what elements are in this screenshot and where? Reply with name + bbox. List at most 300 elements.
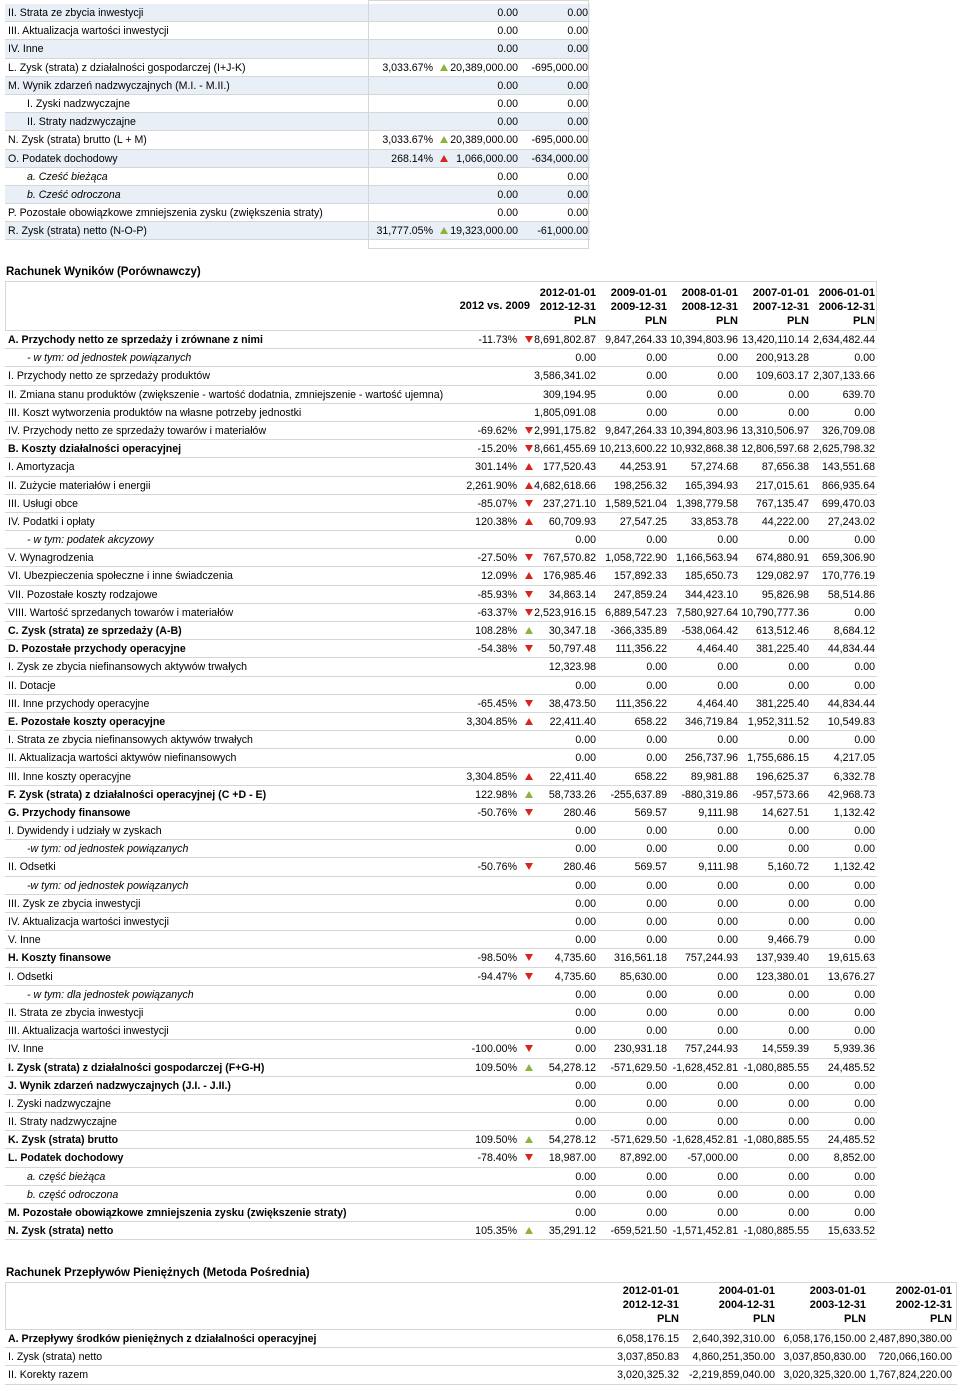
value-5: 659,306.90: [821, 552, 875, 565]
period-a: 2004-01-01: [718, 1285, 775, 1297]
table-row: [5, 440, 877, 458]
up-arrow-icon: [525, 463, 533, 470]
value-2: 0.00: [646, 406, 667, 419]
value-2: 658.22: [634, 715, 667, 728]
table-row: [5, 877, 877, 895]
down-arrow-icon: [525, 700, 533, 707]
value-3: -1,628,452.81: [672, 1134, 738, 1147]
value-4: 0.00: [788, 406, 809, 419]
row-label: M. Pozostałe obowiązkowe zmniejszenia zysku (zwiększenie straty): [8, 1207, 347, 1219]
table-row: [5, 768, 877, 786]
value-3: 0.00: [717, 970, 738, 983]
row-label: D. Pozostałe przychody operacyjne: [8, 643, 186, 656]
value-2: -571,629.50: [610, 1134, 667, 1147]
value-4: 0.00: [788, 1006, 809, 1019]
row-label: III. Inne koszty operacyjne: [8, 770, 132, 783]
value-2: 0.00: [646, 1116, 667, 1129]
row-label: I. Odsetki: [8, 970, 53, 983]
rw-table: [5, 331, 877, 1240]
period-b: 2002-12-31: [895, 1299, 952, 1311]
value-3: 0.00: [717, 661, 738, 674]
table-row: [5, 713, 877, 731]
value-5: 2,307,133.66: [813, 370, 875, 383]
value-2: 569.57: [634, 861, 667, 874]
table-row: [5, 1113, 877, 1131]
table-row: [5, 1222, 877, 1240]
value-3: 57,274.68: [690, 461, 738, 474]
value-3: 0.00: [717, 534, 738, 547]
value-3: 0.00: [717, 843, 738, 856]
value-2: 658.22: [634, 770, 667, 783]
value-4: 0.00: [788, 825, 809, 838]
rw-title: Rachunek Wyników (Porównawczy): [6, 266, 201, 278]
row-label: N. Zysk (strata) netto: [8, 1225, 114, 1238]
value-2: 0.00: [567, 97, 588, 110]
row-label: III. Aktualizacja wartości inwestycji: [8, 1025, 169, 1038]
up-arrow-icon: [525, 1227, 533, 1234]
value-5: 6,332.78: [833, 770, 875, 783]
value-3: -538,064.42: [681, 625, 738, 637]
value-2: 0.00: [567, 79, 588, 92]
value-4: -957,573.66: [752, 788, 809, 801]
value-1: 0.00: [575, 679, 596, 692]
value-1: 3,020,325.32: [617, 1369, 679, 1382]
table-row: [5, 422, 877, 440]
value-5: 0.00: [854, 825, 875, 838]
value-2: 0.00: [567, 7, 588, 19]
table-row: [5, 1059, 877, 1077]
period-b: 2012-12-31: [622, 1299, 679, 1311]
table-row: [5, 367, 877, 385]
value-1: 20,389,000.00: [450, 61, 518, 74]
value-3: 0.00: [717, 988, 738, 1001]
value-3: 0.00: [717, 352, 738, 365]
value-4: 12,806,597.68: [741, 443, 809, 456]
table-row: [5, 1077, 877, 1095]
table-row: [5, 1149, 877, 1167]
value-3: 0.00: [717, 1207, 738, 1219]
value-3: 10,394,803.96: [670, 334, 738, 346]
table-row: [5, 986, 877, 1004]
value-2: -61,000.00: [537, 225, 588, 238]
value-3: 9,111.98: [698, 806, 738, 819]
row-label: I. Zysk (strata) netto: [8, 1351, 103, 1364]
value-1: 20,389,000.00: [450, 134, 518, 147]
value-5: 0.00: [854, 406, 875, 419]
value-1: 237,271.10: [542, 497, 596, 510]
value-1: 0.00: [575, 352, 596, 365]
value-5: 5,939.36: [833, 1043, 875, 1056]
down-arrow-icon: [525, 954, 533, 961]
value-2: 2,640,392,310.00: [692, 1333, 775, 1345]
down-arrow-icon: [525, 554, 533, 561]
value-4: 0.00: [788, 843, 809, 856]
value-2: 230,931.18: [613, 1043, 667, 1056]
value-3: 757,244.93: [684, 1043, 738, 1056]
value-4: 0.00: [788, 1025, 809, 1038]
value-1: 0.00: [497, 25, 518, 38]
row-label: I. Zysk (strata) z działalności gospodarczej (F+G-H): [8, 1061, 265, 1074]
value-2: 198,256.32: [613, 479, 667, 492]
value-2: -255,637.89: [610, 788, 667, 801]
row-label: L. Podatek dochodowy: [8, 1152, 124, 1165]
value-2: 569.57: [634, 806, 667, 819]
value-2: 0.00: [646, 388, 667, 401]
change-percent: 108.28%: [475, 625, 517, 637]
period-c: PLN: [645, 315, 667, 327]
value-4: 1,952,311.52: [747, 715, 809, 728]
table-row: [5, 1366, 957, 1384]
table-row: [5, 604, 877, 622]
table-row: [5, 822, 877, 840]
row-label: VI. Ubezpieczenia społeczne i inne świadczenia: [8, 570, 233, 583]
row-label: V. Wynagrodzenia: [8, 552, 94, 565]
value-2: -659,521.50: [610, 1225, 667, 1238]
value-3: 0.00: [717, 1116, 738, 1129]
value-2: 0.00: [646, 534, 667, 547]
up-arrow-icon: [525, 718, 533, 725]
value-2: 6,889,547.23: [605, 606, 667, 619]
row-label: I. Dywidendy i udziały w zyskach: [8, 825, 162, 838]
value-5: 0.00: [854, 1025, 875, 1038]
value-2: 0.00: [646, 1025, 667, 1038]
table-row: [5, 1186, 877, 1204]
value-3: 0.00: [717, 916, 738, 928]
value-4: 87,656.38: [761, 461, 809, 474]
value-2: 0.00: [567, 170, 588, 183]
value-2: 9,847,264.33: [605, 334, 667, 346]
value-2: 27,547.25: [619, 515, 667, 528]
value-2: 0.00: [646, 916, 667, 928]
value-4: 0.00: [788, 916, 809, 928]
value-1: 0.00: [497, 116, 518, 129]
table-row: [5, 695, 877, 713]
value-2: 0.00: [646, 879, 667, 892]
value-2: -695,000.00: [531, 134, 588, 147]
value-4: 217,015.61: [755, 479, 809, 492]
value-1: 0.00: [497, 7, 518, 19]
value-5: 0.00: [854, 879, 875, 892]
value-2: 316,561.18: [613, 952, 667, 965]
value-4: 44,222.00: [761, 515, 809, 528]
value-2: -366,335.89: [610, 625, 667, 637]
down-arrow-icon: [525, 427, 533, 434]
value-1: 54,278.12: [548, 1134, 596, 1147]
value-3: 0.00: [717, 1188, 738, 1201]
change-percent: 3,304.85%: [466, 715, 517, 728]
table-row: [5, 1095, 877, 1113]
period-b: 2009-12-31: [610, 301, 667, 313]
value-3: 344,423.10: [684, 588, 738, 601]
value-2: 0.00: [567, 188, 588, 201]
value-3: 757,244.93: [684, 952, 738, 965]
table-row: [5, 895, 877, 913]
period-c: PLN: [753, 1313, 775, 1325]
value-2: 4,860,251,350.00: [692, 1351, 775, 1364]
value-5: 0.00: [854, 988, 875, 1001]
value-5: 8,684.12: [833, 625, 875, 637]
value-1: 8,691,802.87: [534, 334, 596, 346]
value-4: 137,939.40: [755, 952, 809, 965]
down-arrow-icon: [525, 445, 533, 452]
value-5: 13,676.27: [827, 970, 875, 983]
change-percent: 3,033.67%: [382, 61, 433, 74]
row-label: I. Przychody netto ze sprzedaży produktów: [8, 370, 210, 383]
row-label: III. Inne przychody operacyjne: [8, 697, 150, 710]
value-5: 0.00: [854, 1079, 875, 1092]
value-3: 9,111.98: [698, 861, 738, 874]
table-row: [5, 749, 877, 767]
value-1: 0.00: [575, 916, 596, 928]
value-4: 5,160.72: [767, 861, 809, 874]
value-3: 10,932,868.38: [670, 443, 738, 456]
change-percent: -100.00%: [471, 1043, 517, 1056]
value-4: 14,559.39: [761, 1043, 809, 1056]
value-2: 0.00: [567, 116, 588, 129]
row-label: III. Koszt wytworzenia produktów na własne potrzeby jednostki: [8, 406, 302, 419]
value-2: 0.00: [646, 352, 667, 365]
value-5: 0.00: [854, 916, 875, 928]
row-label: IV. Podatki i opłaty: [8, 515, 95, 528]
row-label: - w tym: podatek akcyzowy: [27, 534, 154, 547]
value-1: 19,323,000.00: [450, 225, 518, 238]
value-1: 0.00: [575, 1097, 596, 1110]
value-5: 0.00: [854, 934, 875, 947]
value-2: 247,859.24: [613, 588, 667, 601]
value-1: 0.00: [497, 79, 518, 92]
value-1: 38,473.50: [548, 697, 596, 710]
value-1: 280.46: [563, 861, 596, 874]
row-label: - w tym: dla jednostek powiązanych: [27, 988, 194, 1001]
value-3: 4,464.40: [696, 697, 738, 710]
row-label: - w tym: od jednostek powiązanych: [27, 352, 192, 365]
row-label: M. Wynik zdarzeń nadzwyczajnych (M.I. - M.II.): [8, 79, 230, 92]
period-c: PLN: [716, 315, 738, 327]
period-a: 2006-01-01: [818, 287, 875, 299]
value-3: 0.00: [717, 934, 738, 947]
row-label: VII. Pozostałe koszty rodzajowe: [8, 588, 158, 601]
top-table-frame: [368, 0, 589, 249]
change-percent: 3,033.67%: [382, 134, 433, 147]
value-3: 256,737.96: [684, 752, 738, 765]
value-4: 109,603.17: [755, 370, 809, 383]
value-3: 7,580,927.64: [676, 606, 738, 619]
value-3: 0.00: [717, 1006, 738, 1019]
row-label: III. Aktualizacja wartości inwestycji: [8, 25, 169, 38]
down-arrow-icon: [525, 609, 533, 616]
value-4: 123,380.01: [755, 970, 809, 983]
value-1: 0.00: [575, 534, 596, 547]
change-percent: -69.62%: [477, 424, 517, 437]
period-c: PLN: [853, 315, 875, 327]
value-5: 0.00: [854, 897, 875, 910]
row-label: II. Odsetki: [8, 861, 56, 874]
up-arrow-icon: [525, 1064, 533, 1071]
table-row: [5, 1168, 877, 1186]
table-row: [5, 1040, 877, 1058]
change-percent: -65.45%: [477, 697, 517, 710]
value-4: 0.00: [788, 1116, 809, 1129]
value-2: 0.00: [646, 1207, 667, 1219]
value-2: 0.00: [646, 734, 667, 747]
up-arrow-icon: [525, 482, 533, 489]
value-4: 0.00: [788, 897, 809, 910]
value-1: 0.00: [575, 988, 596, 1001]
period-a: 2008-01-01: [681, 287, 738, 299]
row-label: I. Zysk ze zbycia niefinansowych aktywów trwałych: [8, 661, 248, 674]
value-4: 9,466.79: [767, 934, 809, 947]
value-2: 0.00: [646, 988, 667, 1001]
value-5: 0.00: [854, 1207, 875, 1219]
value-1: 0.00: [575, 843, 596, 856]
value-3: -57,000.00: [687, 1152, 738, 1165]
table-row: [5, 586, 877, 604]
value-3: 0.00: [717, 406, 738, 419]
value-5: 1,132.42: [833, 861, 875, 874]
period-c: PLN: [657, 1313, 679, 1325]
period-c: PLN: [844, 1313, 866, 1325]
row-label: III. Zysk ze zbycia inwestycji: [8, 897, 141, 910]
value-1: 4,735.60: [554, 970, 596, 983]
value-4: 0.00: [788, 879, 809, 892]
row-label: III. Usługi obce: [8, 497, 79, 510]
table-row: [5, 549, 877, 567]
change-percent: -63.37%: [477, 606, 517, 619]
period-c: PLN: [787, 315, 809, 327]
value-5: 44,834.44: [827, 697, 875, 710]
value-1: 0.00: [575, 879, 596, 892]
cf-table: [5, 1330, 957, 1385]
change-percent: -94.47%: [477, 970, 517, 983]
change-percent: -98.50%: [477, 952, 517, 965]
value-1: 0.00: [575, 1025, 596, 1038]
down-arrow-icon: [525, 863, 533, 870]
row-label: a. część bieżąca: [27, 1170, 106, 1183]
value-3: 4,464.40: [696, 643, 738, 656]
value-5: 2,625,798.32: [813, 443, 875, 456]
table-row: [5, 931, 877, 949]
value-4: -1,080,885.55: [743, 1225, 809, 1238]
row-label: VIII. Wartość sprzedanych towarów i materiałów: [8, 606, 234, 619]
value-3: 0.00: [717, 897, 738, 910]
value-2: 157,892.33: [613, 570, 667, 583]
value-2: -571,629.50: [610, 1061, 667, 1074]
change-percent: -50.76%: [477, 861, 517, 874]
value-1: 0.00: [575, 825, 596, 838]
row-label: -w tym: od jednostek powiązanych: [27, 843, 189, 856]
value-4: 674,880.91: [755, 552, 809, 565]
value-1: 0.00: [575, 1116, 596, 1129]
up-arrow-icon: [525, 572, 533, 579]
value-4: 129,082.97: [755, 570, 809, 583]
up-arrow-icon: [525, 627, 533, 634]
table-row: [5, 531, 877, 549]
row-label: P. Pozostałe obowiązkowe zmniejszenia zysku (zwiększenia straty): [8, 207, 323, 220]
period-c: PLN: [930, 1313, 952, 1325]
table-row: [5, 1330, 957, 1348]
row-label: II. Straty nadzwyczajne: [8, 1116, 117, 1129]
value-1: 6,058,176.15: [617, 1333, 679, 1345]
value-3: 0.00: [717, 679, 738, 692]
period-c: PLN: [574, 315, 596, 327]
value-4: 720,066,160.00: [878, 1351, 952, 1364]
value-5: 19,615.63: [827, 952, 875, 965]
value-4: 0.00: [788, 1079, 809, 1092]
value-4: 0.00: [788, 1188, 809, 1201]
value-1: 35,291.12: [548, 1225, 596, 1238]
table-row: [5, 840, 877, 858]
value-1: 0.00: [497, 97, 518, 110]
value-2: 87,892.00: [619, 1152, 667, 1165]
period-b: 2008-12-31: [681, 301, 738, 313]
table-row: [5, 677, 877, 695]
down-arrow-icon: [525, 500, 533, 507]
row-label: I. Zyski nadzwyczajne: [8, 1097, 112, 1110]
value-4: 13,420,110.14: [742, 334, 809, 346]
value-1: 0.00: [575, 1170, 596, 1183]
up-arrow-icon: [525, 1136, 533, 1143]
value-5: 0.00: [854, 534, 875, 547]
value-1: 34,863.14: [548, 588, 596, 601]
row-label: II. Dotacje: [8, 679, 56, 692]
value-4: 196,625.37: [755, 770, 809, 783]
change-percent: -85.07%: [477, 497, 517, 510]
cf-header-frame: [5, 1282, 957, 1330]
value-2: 0.00: [646, 1079, 667, 1092]
value-3: -880,319.86: [681, 788, 738, 801]
value-1: 3,586,341.02: [534, 370, 596, 383]
value-5: 170,776.19: [821, 570, 875, 583]
value-2: 0.00: [646, 843, 667, 856]
value-1: 176,985.46: [542, 570, 596, 583]
value-1: 22,411.40: [549, 770, 596, 783]
table-row: [5, 1004, 877, 1022]
value-2: 0.00: [567, 25, 588, 38]
table-row: [5, 458, 877, 476]
row-label: IV. Przychody netto ze sprzedaży towarów i materiałów: [8, 424, 267, 437]
table-row: [5, 658, 877, 676]
value-4: 381,225.40: [755, 643, 809, 656]
row-label: K. Zysk (strata) brutto: [8, 1134, 119, 1147]
value-1: 0.00: [575, 734, 596, 747]
table-row: [5, 495, 877, 513]
value-4: 0.00: [788, 1152, 809, 1165]
value-5: 58,514.86: [827, 588, 875, 601]
change-percent: 301.14%: [475, 461, 517, 474]
value-4: 0.00: [788, 1207, 809, 1219]
row-label: G. Przychody finansowe: [8, 806, 131, 819]
period-b: 2006-12-31: [818, 301, 875, 313]
value-1: 60,709.93: [548, 515, 596, 528]
value-2: 111,356.22: [615, 697, 667, 710]
table-row: [5, 349, 877, 367]
value-2: 0.00: [646, 1170, 667, 1183]
down-arrow-icon: [525, 645, 533, 652]
value-2: 0.00: [646, 1006, 667, 1019]
value-5: 15,633.52: [827, 1225, 875, 1238]
value-2: 0.00: [567, 43, 588, 56]
value-2: -634,000.00: [531, 152, 588, 165]
row-label: E. Pozostałe koszty operacyjne: [8, 715, 166, 728]
value-4: 0.00: [788, 1170, 809, 1183]
value-2: 1,058,722.90: [605, 552, 667, 565]
row-label: A. Przychody netto ze sprzedaży i zrównane z nimi: [8, 334, 263, 346]
value-1: 177,520.43: [542, 461, 596, 474]
table-row: [5, 804, 877, 822]
value-1: 1,066,000.00: [456, 152, 518, 165]
value-1: 309,194.95: [542, 388, 596, 401]
value-3: 1,398,779.58: [676, 497, 738, 510]
